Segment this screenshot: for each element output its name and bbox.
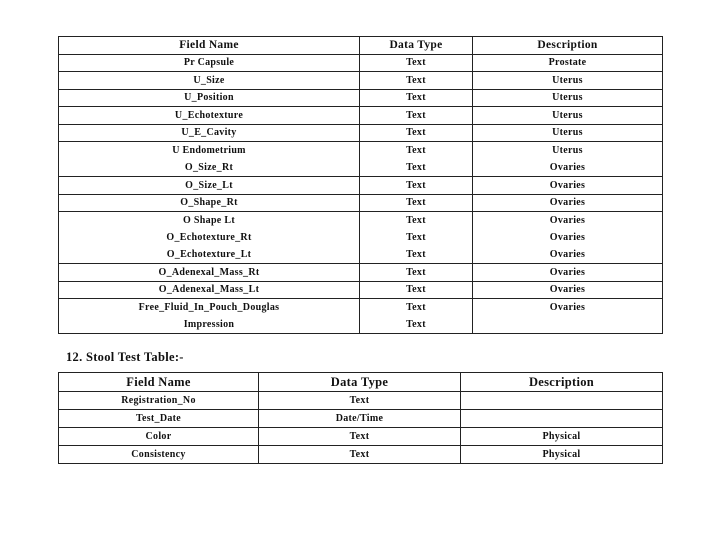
description-cell: [473, 212, 663, 264]
data-type-cell: Text: [360, 194, 473, 212]
description-line: Ovaries: [549, 215, 586, 226]
header-data-type: Data Type: [360, 37, 473, 55]
description-line: Uterus: [552, 145, 583, 156]
table-header-row: [59, 373, 663, 392]
field-name-line: O_Size_Rt: [184, 162, 234, 173]
data-type-cell: [360, 142, 473, 177]
data-type-line: Text: [406, 215, 426, 226]
table-row: [59, 89, 663, 107]
field-name-line: O_Echotexture_Lt: [166, 249, 252, 260]
data-type-line: Text: [406, 319, 426, 330]
data-type-line: Text: [406, 302, 426, 313]
description-cell: [473, 142, 663, 177]
description-cell: Ovaries: [473, 281, 663, 299]
header-data-type: Data Type: [259, 373, 461, 392]
field-name-cell: U_Size: [59, 72, 360, 90]
header-description: Description: [461, 373, 663, 392]
table-row: [59, 54, 663, 72]
description-cell: [461, 410, 663, 428]
table-row: [59, 410, 663, 428]
table-row: [59, 177, 663, 195]
section-heading: 12. Stool Test Table:-: [66, 350, 184, 364]
field-name-cell: O_Adenexal_Mass_Rt: [59, 264, 360, 282]
table-row: [59, 264, 663, 282]
field-name-cell: Pr Capsule: [59, 54, 360, 72]
description-cell: Physical: [461, 446, 663, 464]
description-cell: Physical: [461, 428, 663, 446]
field-name-line: Free_Fluid_In_Pouch_Douglas: [138, 302, 280, 313]
description-cell: Uterus: [473, 107, 663, 125]
data-type-cell: [360, 212, 473, 264]
field-name-cell: Registration_No: [59, 392, 259, 410]
description-cell: Uterus: [473, 72, 663, 90]
data-type-cell: Text: [360, 72, 473, 90]
description-cell: Ovaries: [473, 177, 663, 195]
field-name-cell: O_Adenexal_Mass_Lt: [59, 281, 360, 299]
data-type-cell: Text: [360, 264, 473, 282]
table-row: [59, 142, 663, 177]
description-cell: Uterus: [473, 124, 663, 142]
description-cell: [461, 392, 663, 410]
table-row: [59, 428, 663, 446]
field-name-cell: U_E_Cavity: [59, 124, 360, 142]
data-type-cell: Text: [259, 446, 461, 464]
table-row: [59, 392, 663, 410]
table-row: [59, 281, 663, 299]
data-type-cell: [360, 299, 473, 334]
table-row: [59, 72, 663, 90]
header-field-name: Field Name: [59, 373, 259, 392]
field-name-cell: Color: [59, 428, 259, 446]
description-line: Ovaries: [549, 232, 586, 243]
table-row: [59, 299, 663, 334]
field-name-line: O_Echotexture_Rt: [166, 232, 252, 243]
field-name-line: O Shape Lt: [183, 215, 235, 226]
header-description: Description: [473, 37, 663, 55]
field-name-cell: U_Echotexture: [59, 107, 360, 125]
field-name-line: Impression: [183, 319, 235, 330]
data-type-cell: Text: [360, 89, 473, 107]
table-row: [59, 212, 663, 264]
description-cell: Ovaries: [473, 264, 663, 282]
data-type-line: Text: [406, 145, 426, 156]
field-name-cell: O_Shape_Rt: [59, 194, 360, 212]
data-type-cell: Date/Time: [259, 410, 461, 428]
data-type-cell: Text: [360, 281, 473, 299]
header-field-name: Field Name: [59, 37, 360, 55]
table-row: [59, 107, 663, 125]
data-type-line: Text: [406, 162, 426, 173]
field-name-line: U Endometrium: [172, 145, 246, 156]
data-type-line: Text: [406, 232, 426, 243]
description-line: Ovaries: [549, 249, 586, 260]
data-type-cell: Text: [360, 54, 473, 72]
data-type-cell: Text: [360, 107, 473, 125]
field-name-cell: Consistency: [59, 446, 259, 464]
data-type-cell: Text: [360, 124, 473, 142]
data-type-cell: Text: [259, 428, 461, 446]
data-type-cell: Text: [360, 177, 473, 195]
description-line: Ovaries: [549, 302, 586, 313]
field-name-cell: O_Size_Lt: [59, 177, 360, 195]
stool-test-table: [58, 372, 663, 464]
field-name-cell: Test_Date: [59, 410, 259, 428]
field-name-cell: [59, 212, 360, 264]
description-cell: Ovaries: [473, 194, 663, 212]
field-name-cell: [59, 299, 360, 334]
table-header-row: [59, 37, 663, 55]
description-cell: [473, 299, 663, 334]
description-cell: Uterus: [473, 89, 663, 107]
data-type-line: Text: [406, 249, 426, 260]
data-type-cell: Text: [259, 392, 461, 410]
description-line: Ovaries: [549, 162, 586, 173]
description-cell: Prostate: [473, 54, 663, 72]
table-row: [59, 446, 663, 464]
field-name-cell: [59, 142, 360, 177]
ultrasound-field-table: [58, 36, 663, 334]
table-row: [59, 194, 663, 212]
table-row: [59, 124, 663, 142]
field-name-cell: U_Position: [59, 89, 360, 107]
